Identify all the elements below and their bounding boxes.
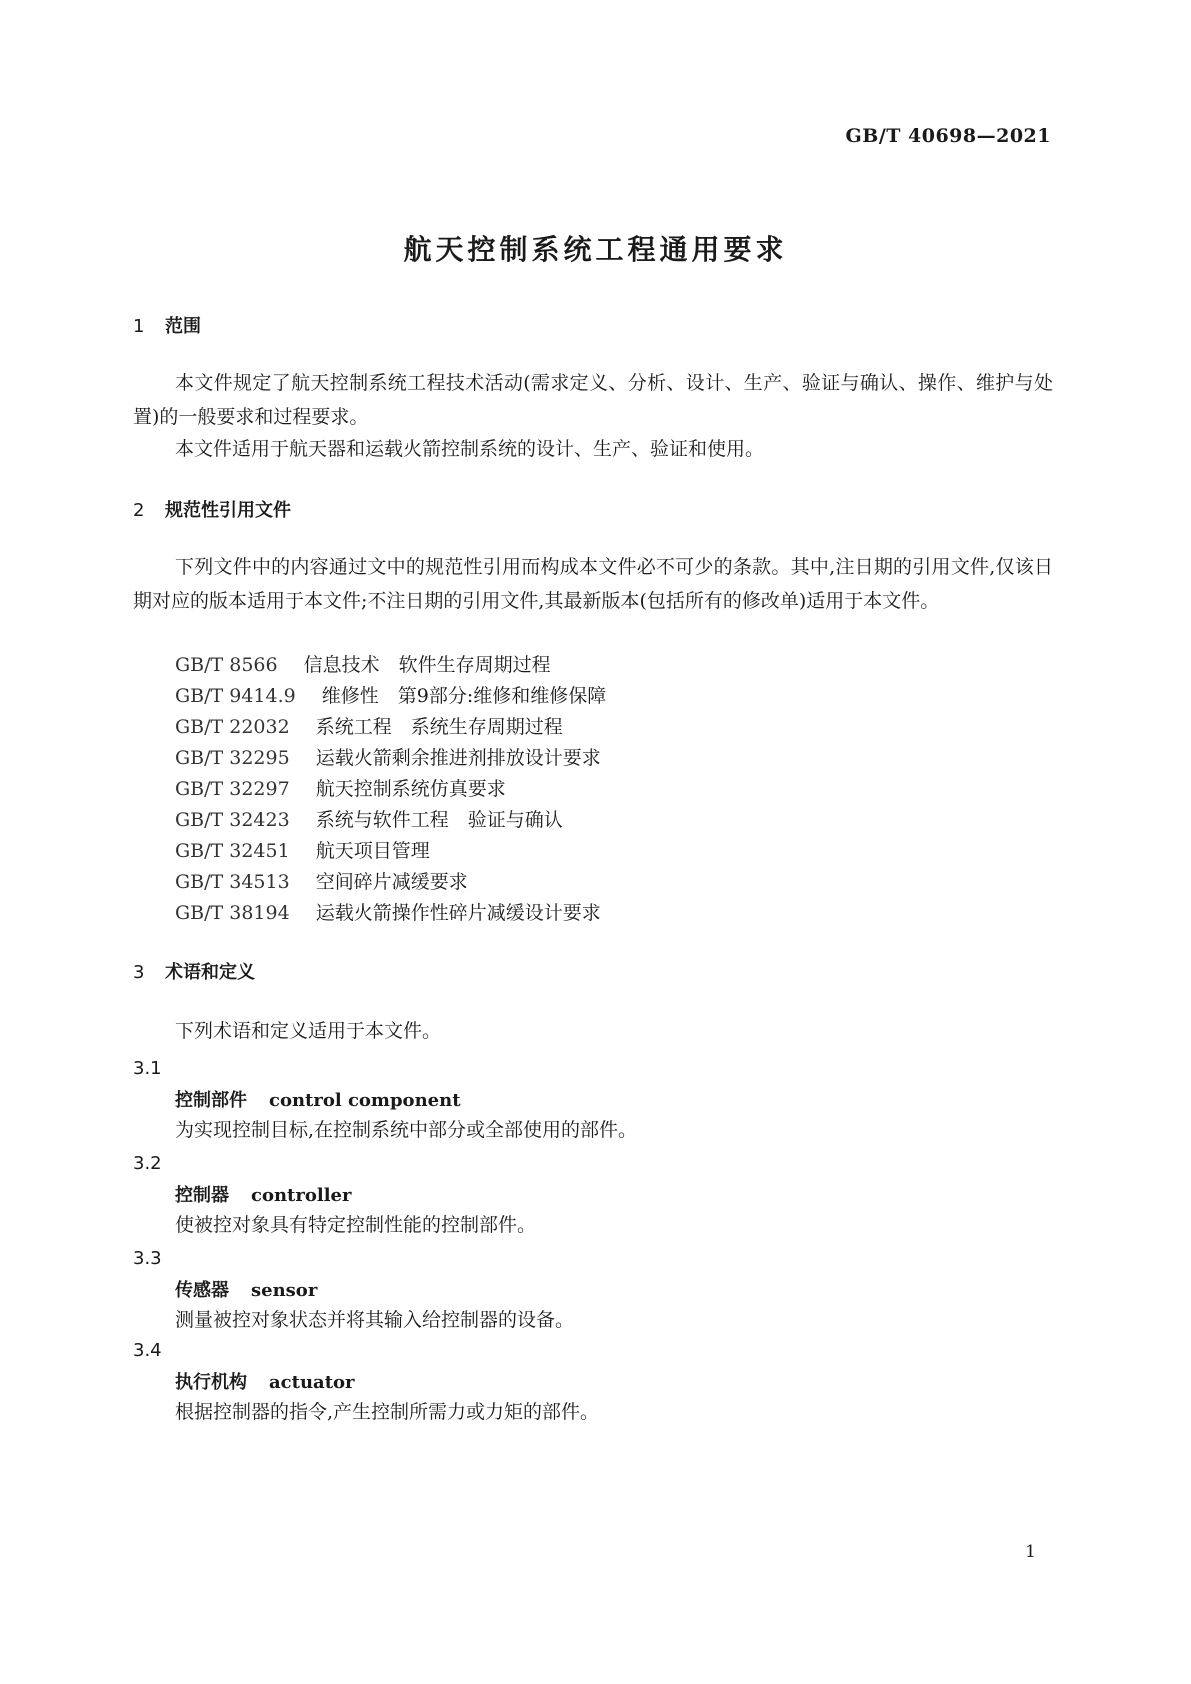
term-heading: [175, 1276, 317, 1302]
term-zh: 执行机构: [175, 1372, 247, 1393]
term-number: 3.2: [133, 1153, 162, 1174]
term-number: 3.3: [133, 1248, 162, 1269]
section-2-heading: [133, 496, 291, 522]
section-title: 规范性引用文件: [165, 500, 291, 521]
term-number: 3.4: [133, 1340, 162, 1361]
reference-code: GB/T 32451: [175, 840, 290, 862]
section-number: 3: [133, 962, 145, 983]
term-en: actuator: [269, 1372, 355, 1393]
reference-code: GB/T 34513: [175, 871, 290, 893]
reference-item: [175, 898, 601, 925]
reference-title: 空间碎片减缓要求: [315, 871, 468, 893]
term-zh: 控制部件: [175, 1090, 247, 1111]
reference-code: GB/T 32423: [175, 809, 290, 831]
reference-item: [175, 650, 551, 677]
page-number: 1: [1025, 1542, 1036, 1562]
section-title: 术语和定义: [165, 962, 255, 983]
reference-item: [175, 712, 563, 739]
standard-number: GB/T 40698—2021: [845, 125, 1051, 147]
section-number: 1: [133, 316, 145, 337]
reference-title: 运载火箭操作性碎片减缓设计要求: [315, 902, 601, 924]
reference-title: 系统工程 系统生存周期过程: [315, 716, 563, 738]
term-zh: 传感器: [175, 1280, 229, 1301]
term-en: controller: [251, 1185, 352, 1206]
scope-paragraph-1: 本文件规定了航天控制系统工程技术活动(需求定义、分析、设计、生产、验证与确认、操作、维护与处置)的一般要求和过程要求。: [133, 372, 1053, 428]
reference-title: 运载火箭剩余推进剂排放设计要求: [315, 747, 601, 769]
reference-item: [175, 805, 563, 832]
reference-code: GB/T 32297: [175, 778, 290, 800]
section-number: 2: [133, 500, 145, 521]
reference-item: [175, 681, 606, 708]
reference-title: 维修性 第9部分:维修和维修保障: [321, 685, 607, 707]
section-1-heading: [133, 312, 201, 338]
term-en: sensor: [251, 1280, 318, 1301]
term-en: control component: [269, 1090, 461, 1111]
reference-item: [175, 774, 506, 801]
term-definition: 为实现控制目标,在控制系统中部分或全部使用的部件。: [175, 1119, 638, 1141]
section-title: 范围: [165, 316, 201, 337]
reference-item: [175, 836, 430, 863]
term-number: 3.1: [133, 1058, 162, 1079]
reference-code: GB/T 38194: [175, 902, 290, 924]
term-heading: [175, 1181, 351, 1207]
reference-title: 航天项目管理: [315, 840, 430, 862]
term-heading: [175, 1368, 355, 1394]
term-definition: 测量被控对象状态并将其输入给控制器的设备。: [175, 1309, 575, 1331]
scope-paragraph-2: 本文件适用于航天器和运载火箭控制系统的设计、生产、验证和使用。: [175, 438, 765, 460]
reference-code: GB/T 22032: [175, 716, 290, 738]
document-title: 航天控制系统工程通用要求: [403, 233, 788, 266]
reference-title: 系统与软件工程 验证与确认: [315, 809, 563, 831]
term-heading: [175, 1086, 461, 1112]
term-definition: 使被控对象具有特定控制性能的控制部件。: [175, 1214, 537, 1236]
reference-code: GB/T 9414.9: [175, 685, 296, 707]
reference-title: 航天控制系统仿真要求: [315, 778, 506, 800]
term-zh: 控制器: [175, 1185, 229, 1206]
reference-item: [175, 743, 601, 770]
reference-code: GB/T 8566: [175, 654, 278, 676]
section-3-heading: [133, 958, 255, 984]
references-intro: 下列文件中的内容通过文中的规范性引用而构成本文件必不可少的条款。其中,注日期的引用文件,仅该日期对应的版本适用于本文件;不注日期的引用文件,其最新版本(包括所有的修改单)适用于本文件。: [133, 556, 1053, 612]
terms-intro: 下列术语和定义适用于本文件。: [175, 1020, 442, 1042]
reference-title: 信息技术 软件生存周期过程: [303, 654, 551, 676]
term-definition: 根据控制器的指令,产生控制所需力或力矩的部件。: [175, 1401, 600, 1423]
reference-item: [175, 867, 468, 894]
reference-code: GB/T 32295: [175, 747, 290, 769]
